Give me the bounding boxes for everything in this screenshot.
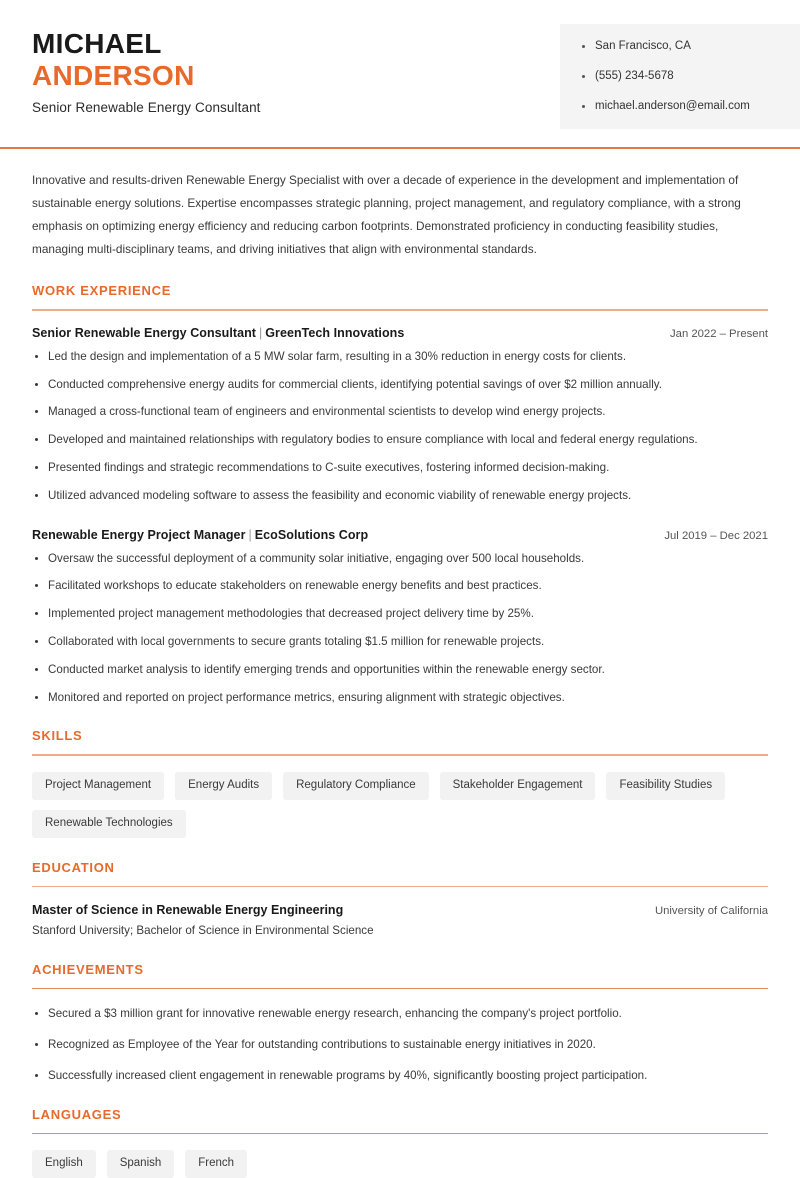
professional-summary: Innovative and results-driven Renewable Energy Specialist with over a decade of experience in the development and implementation of sustainable energy solutions. Expertise encompasses strategic planning, project management, and regulatory compliance, with a strong emphasis on optimizing energy efficiency and reducing carbon footprints. Demonstrated proficiency in conducting feasibility studies, managing multi-disciplinary teams, and driving initiatives that align with environmental standards.	[32, 173, 741, 257]
experience-title-line	[32, 528, 368, 542]
education-details: Stanford University; Bachelor of Science in Environmental Science	[32, 924, 374, 938]
skill-pill: Renewable Technologies	[32, 810, 186, 838]
achievements-list	[32, 1006, 768, 1084]
bullet-item: Oversaw the successful deployment of a community solar initiative, engaging over 500 local households.	[32, 551, 768, 568]
contact-phone[interactable]: (555) 234-5678	[582, 70, 800, 84]
experience-role: Senior Renewable Energy Consultant	[32, 325, 256, 340]
bullet-item: Conducted comprehensive energy audits for commercial clients, identifying potential savings of over $2 million annually.	[32, 377, 768, 394]
language-pill: Spanish	[107, 1150, 175, 1178]
bullet-item: Monitored and reported on project performance metrics, ensuring alignment with strategic objectives.	[32, 690, 768, 707]
contact-box	[560, 24, 800, 129]
last-name: ANDERSON	[32, 59, 195, 91]
bullet-item: Presented findings and strategic recommendations to C-suite executives, fostering informed decision-making.	[32, 460, 768, 477]
experience-company: EcoSolutions Corp	[254, 527, 369, 542]
section-achievements	[32, 962, 768, 1085]
experience-entry	[32, 326, 768, 505]
education-institution: University of California	[654, 905, 768, 918]
experience-bullets	[32, 551, 768, 707]
bullet-item: Managed a cross-functional team of engineers and environmental scientists to develop wind energy projects.	[32, 404, 768, 421]
resume-body	[0, 169, 800, 1178]
bullet-item: Implemented project management methodologies that decreased project delivery time by 25%.	[32, 606, 768, 623]
skills-pill-list	[32, 772, 768, 838]
experience-role: Renewable Energy Project Manager	[32, 527, 246, 542]
bullet-item: Conducted market analysis to identify emerging trends and opportunities within the renewable energy sector.	[32, 662, 768, 679]
section-divider	[32, 886, 768, 888]
skill-pill: Regulatory Compliance	[283, 772, 429, 800]
bullet-item: Collaborated with local governments to secure grants totaling $1.5 million for renewable projects.	[32, 634, 768, 651]
skill-pill: Energy Audits	[175, 772, 272, 800]
education-entry	[32, 903, 768, 940]
bullet-item: Successfully increased client engagement in renewable programs by 40%, significantly boosting project participation.	[32, 1068, 768, 1085]
experience-entry	[32, 528, 768, 707]
bullet-item: Led the design and implementation of a 5 MW solar farm, resulting in a 30% reduction in energy costs for clients.	[32, 349, 768, 366]
experience-company: GreenTech Innovations	[265, 325, 405, 340]
section-title-skills: SKILLS	[32, 728, 83, 744]
contact-email[interactable]: michael.anderson@email.com	[582, 100, 800, 114]
experience-entry-header	[32, 528, 768, 542]
section-divider	[32, 1133, 768, 1135]
section-title-education: EDUCATION	[32, 859, 115, 875]
section-title-work-experience: WORK EXPERIENCE	[32, 283, 172, 299]
bullet-item: Utilized advanced modeling software to assess the feasibility and economic viability of renewable energy projects.	[32, 488, 768, 505]
section-education	[32, 860, 768, 940]
professional-title: Senior Renewable Energy Consultant	[32, 100, 261, 116]
section-work-experience	[32, 283, 768, 706]
language-pill: French	[185, 1150, 247, 1178]
language-pill: English	[32, 1150, 96, 1178]
bullet-item: Facilitated workshops to educate stakeholders on renewable energy benefits and best practices.	[32, 578, 768, 595]
bullet-item: Secured a $3 million grant for innovative renewable energy research, enhancing the company's project portfolio.	[32, 1006, 768, 1023]
experience-bullets	[32, 349, 768, 505]
section-languages	[32, 1107, 768, 1178]
education-degree: Master of Science in Renewable Energy Engineering	[32, 903, 344, 918]
title-separator: |	[258, 325, 263, 340]
section-divider	[32, 309, 768, 311]
contact-list	[582, 40, 800, 113]
experience-dates: Jul 2019 – Dec 2021	[664, 529, 768, 542]
section-title-languages: LANGUAGES	[32, 1106, 122, 1122]
resume-header	[0, 0, 800, 129]
experience-title-line	[32, 326, 404, 340]
bullet-item: Recognized as Employee of the Year for outstanding contributions to sustainable energy initiatives in 2020.	[32, 1037, 768, 1054]
bullet-item: Developed and maintained relationships with regulatory bodies to ensure compliance with local and federal energy regulations.	[32, 432, 768, 449]
section-divider	[32, 754, 768, 756]
section-title-achievements: ACHIEVEMENTS	[32, 961, 144, 977]
header-divider	[0, 147, 800, 149]
contact-location: San Francisco, CA	[582, 40, 800, 54]
skill-pill: Feasibility Studies	[606, 772, 725, 800]
section-skills	[32, 728, 768, 837]
first-name: MICHAEL	[32, 28, 162, 59]
experience-dates: Jan 2022 – Present	[670, 327, 768, 340]
skill-pill: Project Management	[32, 772, 164, 800]
education-entry-header	[32, 903, 768, 917]
experience-entry-header	[32, 326, 768, 340]
languages-pill-list	[32, 1150, 768, 1178]
section-divider	[32, 988, 768, 990]
skill-pill: Stakeholder Engagement	[440, 772, 596, 800]
title-separator: |	[248, 527, 252, 542]
header-identity	[0, 22, 261, 115]
